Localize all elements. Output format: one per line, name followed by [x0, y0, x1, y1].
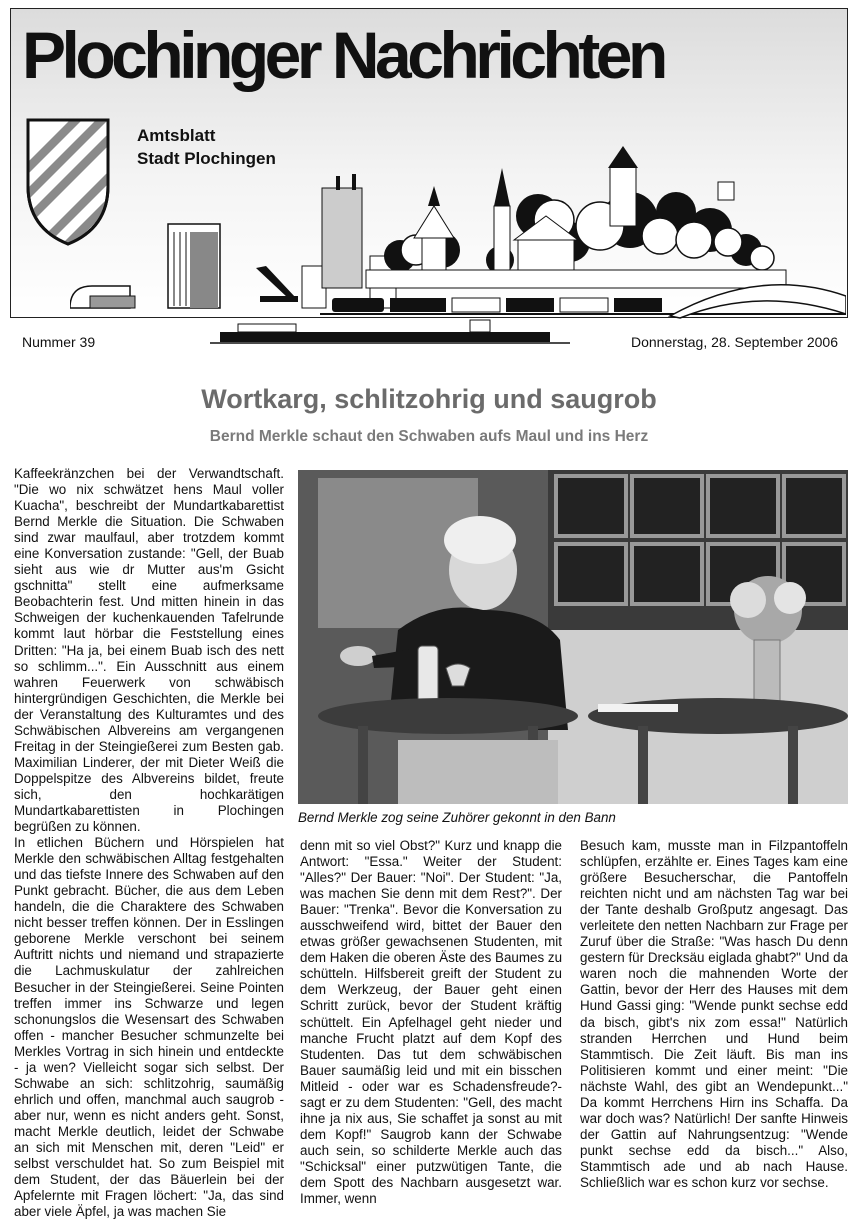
- town-skyline-illustration: [70, 146, 846, 346]
- article-paragraph: Kaffeekränzchen bei der Verwandtschaft. "Die wo nix schwätzet hens Maul voller Kuacha", beschreibt der Mundartkabarettist Bernd Merkle die Situation. Die Schwaben sind zwar maulfaul, aber trotzdem kommt eine Konversation zustande: "Gell, der Buab sieht aus wie dr Mutter aus'm Gsicht gschnitta" stellt eine aufmerksame Beobachterin fest. Und mitten hinein in das Schweigen der kuchenkauenden Tafelrunde kommt laut hörbar die Feststellung eines Dritten: "Ha ja, bei einem Buab isch des nett so schlimm...". Ein Ausschnitt aus einem wahren Feuerwerk von schwäbisch hintergründigen Geschichten, die Merkle bei der Veranstaltung des Kulturamtes und des Schwäbischen Albvereins am vergangenen Freitag in der Steingießerei zum Besten gab. Maximilian Linderer, der mit Dieter Weiß die Doppelspitze des Albvereins bildet, freute sich, den hochkarätigen Mundartkabarettisten in Plochingen begrüßen zu können.: [14, 466, 284, 835]
- article-paragraph: In etlichen Büchern und Hörspielen hat Merkle den schwäbischen Alltag festgehalten und das tiefste Innere des Schwaben auf den Punkt gebracht. Bücher, die aus dem Leben handeln, die die Charaktere des Schwaben nicht besser treffen können. Der in Esslingen geborene Merkle verschont bei seinem Auftritt nichts und niemand und strapazierte die Lachmuskulatur der zahlreichen Besucher in der Steingießerei. Seine Pointen treffen immer ins Schwarze und legen schonungslos die Wesensart des Schwaben offen - mancher Besucher schmunzelte bei Merkles Vortrag in sich hinein und entdeckte - ja wen? Vielleicht sogar sich selbst. Der Schwabe an sich: schlitzohrig, saumäßig ehrlich und offen, manchmal auch saugrob - aber nur, wenn es nicht anders geht. Sonst, macht Merkle deutlich, leidet der Schwabe an sich mit Menschen mit, deren "Leid" er selbst verschuldet hat. So zum Beispiel mit dem Student, der das Bäuerlein bei der Apfelernte mit Fragen löchert: "Ja, das sind aber viele Äpfel, ja was machen Sie: [14, 835, 284, 1220]
- article-column-1: [14, 466, 284, 1220]
- article-photo: [298, 470, 848, 804]
- photo-caption: Bernd Merkle zog seine Zuhörer gekonnt in den Bann: [298, 810, 616, 825]
- article-paragraph: Besuch kam, musste man in Filzpantoffeln schlüpfen, erzählte er. Eines Tages kam eine größere Besucherschar, die Pantoffeln reichten nicht und am nächsten Tag war bei der Tante deshalb Großputz angesagt. Das verleitete den netten Nachbarn zur Frage per Zuruf über die Straße: "Was hasch Du denn gestern für Drecksäu eigladа ghabt?" Und da waren noch die mahnenden Worte der Gattin, bevor der Herr des Hauses mit dem Hund Gassi ging: "Wende punkt sechse edd da bisch, gibt's nix zom essa!" Natürlich stranden Herrchen und Hund beim Stammtisch. Die Zeit läuft. Bis man ins Politisieren kommt und einer meint: "Die nächste Wahl, des gibt an Wendepunkt..." Da kommt Herrchens Hirn ins Schaffa. Da war doch was? Natürlich! Der sanfte Hinweis der Gattin auf Nahrungsentzug: "Wende punkt sechse edd da bisch..." Also, Stammtisch ade und ab nach Hause. Schließlich war es schon kurz vor sechse.: [580, 838, 848, 1190]
- article-column-2: [300, 838, 562, 1207]
- issue-number: Nummer 39: [22, 334, 96, 350]
- article-paragraph: denn mit so viel Obst?" Kurz und knapp die Antwort: "Essa." Weiter der Student: "Alles?" Der Bauer: "Noi". Der Student: "Ja, was machen Sie denn mit dem Rest?". Der Bauer: "Trenka". Bevor die Konversation zu ausschweifend wird, bittet der Bauer den etwas größer gewachsenen Studenten, mit dem Haken die oberen Äste des Baumes zu schütteln. Hilfsbereit greift der Student zu dem Werkzeug, der Bauer geht einen Schritt zurück, bevor der Student kräftig schüttelt. Ein Apfelhagel geht nieder und manche Frucht platzt auf dem Kopf des Studenten. Das tut dem schwäbischen Bauer saumäßig leid und mit ein bisschen Mitleid - oder war es Schadensfreude?- sagt er zu dem Studenten: "Gell, des macht ihne ja nix aus, Sie schaffet ja sonst au mit dem Kopf!" Saugrob kann der Schwabe auch sein, so schilderte Merkle auch das "Schicksal" einer putzwütigen Tante, die dem Spott des Nachbarn ausgesetzt war. Immer, wenn: [300, 838, 563, 1207]
- masthead: [10, 8, 848, 350]
- issue-date: Donnerstag, 28. September 2006: [630, 334, 838, 350]
- article-headline: Wortkarg, schlitzohrig und saugrob: [201, 384, 657, 414]
- article-column-3: [580, 838, 848, 1191]
- masthead-subtitle-city: Stadt Plochingen: [137, 149, 276, 168]
- masthead-subtitle-amtsblatt: Amtsblatt: [137, 126, 216, 145]
- newspaper-title: Plochinger Nachrichten: [22, 18, 664, 92]
- article-subheadline: Bernd Merkle schaut den Schwaben aufs Maul und ins Herz: [209, 428, 649, 445]
